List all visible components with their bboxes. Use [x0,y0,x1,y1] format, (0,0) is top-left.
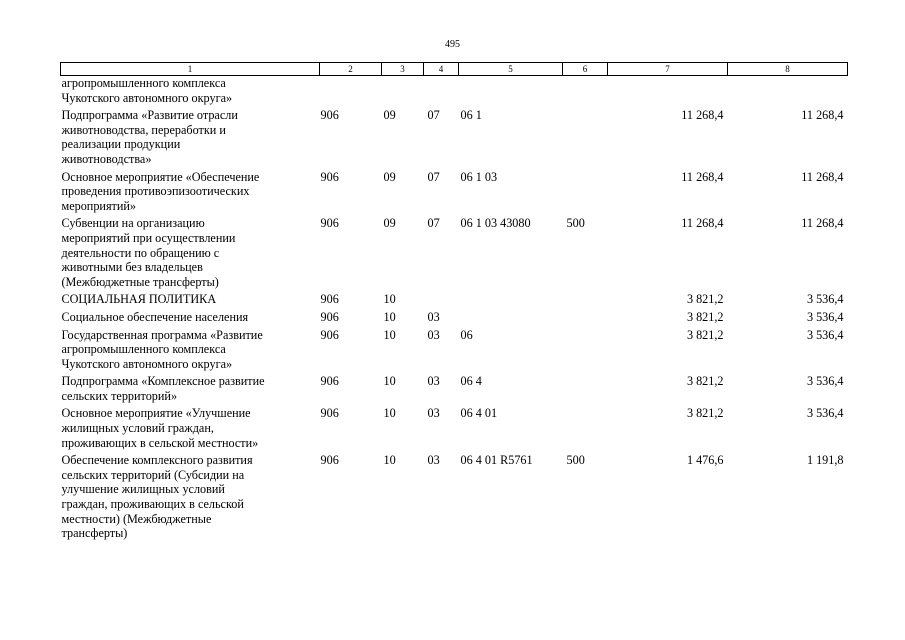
table-row [61,76,848,109]
column-header: 4 [424,63,459,76]
amount-first: 11 268,4 [681,108,724,123]
subsection-code: 03 [427,327,440,342]
page-number: 495 [445,39,460,50]
section-code: 10 [383,453,396,468]
expense-type-code [563,292,608,310]
column-header: 2 [320,63,382,76]
amount-first: 3 821,2 [686,406,724,421]
item-name: Обеспечение комплексного развития сельских территорий (Субсидии на улучшение жилищных условий граждан, проживающих в сельской местности) (Межбюджетные трансферты) [61,453,253,541]
subsection-code: 03 [427,374,440,389]
section-code: 10 [383,327,396,342]
subsection-code: 07 [427,108,440,123]
subsection-code [424,292,459,310]
amount-second: 1 191,8 [806,453,844,468]
item-name: Основное мероприятие «Улучшение жилищных условий граждан, проживающих в сельской местности» [61,406,259,450]
subsection-code: 07 [427,216,440,231]
section-code: 09 [383,216,396,231]
amount-second: 3 536,4 [806,406,844,421]
item-name: Подпрограмма «Комплексное развитие сельских территорий» [61,374,265,403]
amount-second: 3 536,4 [806,327,844,342]
amount-first [608,76,728,109]
amount-second: 3 536,4 [806,292,844,307]
table-header [61,63,848,76]
section-code: 09 [383,169,396,184]
section-code: 09 [383,108,396,123]
amount-second: 11 268,4 [801,169,844,184]
item-name: Социальное обеспечение населения [61,309,249,324]
item-name: Подпрограмма «Развитие отрасли животноводства, переработки и реализации продукции животноводства» [61,108,238,166]
target-article-code: 06 4 01 [460,406,498,421]
column-header: 7 [608,63,728,76]
amount-second [728,76,848,109]
expense-type-code: 500 [566,216,585,231]
expense-type-code [563,328,608,375]
amount-second: 11 268,4 [801,216,844,231]
column-header: 8 [728,63,848,76]
target-article-code: 06 4 [460,374,482,389]
target-article-code [459,310,563,328]
admin-code: 906 [320,453,339,468]
table-row [61,374,848,406]
table-row [61,216,848,292]
table-row [61,453,848,544]
target-article-code: 06 4 01 R5761 [460,453,533,468]
column-header: 1 [61,63,320,76]
section-code: 10 [383,406,396,421]
admin-code: 906 [320,292,339,307]
table-row [61,310,848,328]
subsection-code: 03 [427,453,440,468]
amount-second: 11 268,4 [801,108,844,123]
admin-code: 906 [320,169,339,184]
subsection-code: 07 [427,169,440,184]
column-header: 6 [563,63,608,76]
expense-type-code [563,310,608,328]
amount-first: 3 821,2 [686,292,724,307]
admin-code: 906 [320,374,339,389]
admin-code: 906 [320,309,339,324]
target-article-code [459,292,563,310]
admin-code: 906 [320,108,339,123]
column-number-row [61,63,848,76]
amount-first: 1 476,6 [686,453,724,468]
subsection-code [424,76,459,109]
section-code [382,76,424,109]
amount-first: 3 821,2 [686,374,724,389]
amount-first: 3 821,2 [686,309,724,324]
item-name: Основное мероприятие «Обеспечение проведения противоэпизоотических мероприятий» [61,169,260,213]
expense-type-code [563,108,608,169]
subsection-code: 03 [427,309,440,324]
target-article-code: 06 1 [460,108,482,123]
expense-type-code: 500 [566,453,585,468]
amount-first: 11 268,4 [681,216,724,231]
target-article-code: 06 [460,327,473,342]
admin-code: 906 [320,406,339,421]
section-code: 10 [383,292,396,307]
table-body [61,76,848,544]
column-header: 5 [459,63,563,76]
column-header: 3 [382,63,424,76]
item-name: СОЦИАЛЬНАЯ ПОЛИТИКА [61,292,217,307]
expense-type-code [563,374,608,406]
table-row [61,328,848,375]
expense-type-code [563,76,608,109]
expense-type-code [563,170,608,217]
item-name: Субвенции на организацию мероприятий при осуществлении деятельности по обращению с животными без владельцев (Межбюджетные трансферты) [61,216,236,289]
table-row [61,292,848,310]
section-code: 10 [383,374,396,389]
admin-code [320,76,382,109]
target-article-code [459,76,563,109]
admin-code: 906 [320,327,339,342]
table-row [61,170,848,217]
admin-code: 906 [320,216,339,231]
amount-second: 3 536,4 [806,309,844,324]
amount-first: 3 821,2 [686,327,724,342]
amount-first: 11 268,4 [681,169,724,184]
target-article-code: 06 1 03 [460,169,498,184]
target-article-code: 06 1 03 43080 [460,216,531,231]
table-row [61,406,848,453]
item-name: Государственная программа «Развитие агропромышленного комплекса Чукотского автономного округа» [61,327,263,371]
table-row [61,108,848,169]
subsection-code: 03 [427,406,440,421]
budget-table [60,62,848,544]
section-code: 10 [383,309,396,324]
amount-second: 3 536,4 [806,374,844,389]
expense-type-code [563,406,608,453]
item-name: агропромышленного комплекса Чукотского автономного округа» [61,76,233,105]
